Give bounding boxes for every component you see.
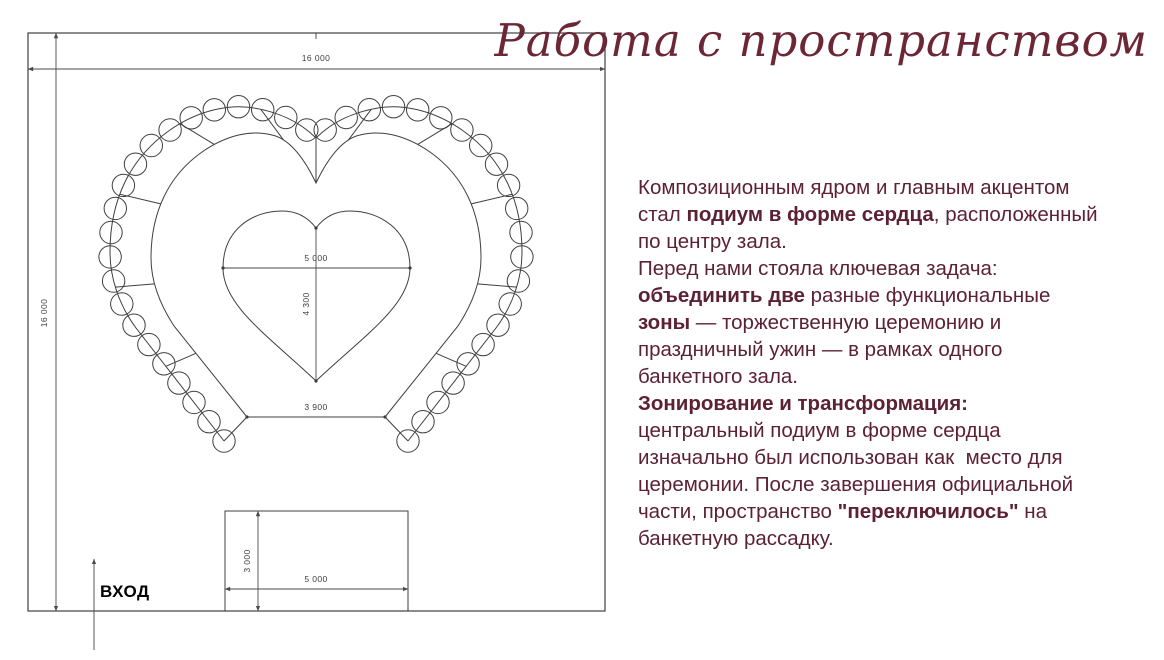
dimension-dot <box>245 415 248 418</box>
table-spoke <box>436 353 466 366</box>
room-width-label: 16 000 <box>301 53 331 63</box>
text-line: части, пространство "переключилось" на <box>638 500 1047 523</box>
room-depth-label: 16 000 <box>39 298 49 328</box>
heart-podium <box>223 211 410 381</box>
room-outline <box>28 33 605 611</box>
stage-width-label: 5 000 <box>304 574 328 584</box>
table-spoke <box>477 284 516 287</box>
dimension-dot <box>314 379 317 382</box>
text-line: Зонирование и трансформация: <box>638 392 968 415</box>
dimension-dot <box>383 415 386 418</box>
entrance-label: ВХОД <box>100 582 150 601</box>
text-line: зоны — торжественную церемонию и <box>638 311 1002 334</box>
dimension-dot <box>408 266 411 269</box>
table-spoke <box>385 417 408 441</box>
text-line: банкетную рассадку. <box>638 527 834 550</box>
text-line: стал подиум в форме сердца, расположенный <box>638 203 1098 226</box>
stage-depth-label: 3 000 <box>242 549 252 573</box>
dimension-dot <box>314 226 317 229</box>
text-line: Перед нами стояла ключевая задача: <box>638 257 998 280</box>
text-line: праздничный ужин — в рамках одного <box>638 338 1003 361</box>
floor-plan-drawing <box>28 33 605 650</box>
text-line: по центру зала. <box>638 230 787 253</box>
podium-depth-label: 4 300 <box>301 292 311 316</box>
opening-label: 3 900 <box>304 402 328 412</box>
stage-rect <box>225 511 408 611</box>
text-line: объединить две разные функциональные <box>638 284 1051 307</box>
table-spoke <box>115 284 154 287</box>
text-line: церемонии. После завершения официальной <box>638 473 1074 496</box>
table-spoke <box>224 417 247 441</box>
description-text <box>638 174 1150 552</box>
table-spoke <box>120 194 161 204</box>
dimension-dot <box>221 266 224 269</box>
slide-title: Работа с пространством <box>494 14 1148 67</box>
text-line: банкетного зала. <box>638 365 799 388</box>
text-line: изначально был использован как место для <box>638 446 1063 469</box>
text-line: центральный подиум в форме сердца <box>638 419 1001 442</box>
table-spoke <box>166 353 196 366</box>
table-spoke <box>471 194 512 204</box>
podium-width-label: 5 000 <box>304 253 328 263</box>
text-line: Композиционным ядром и главным акцентом <box>638 176 1070 199</box>
